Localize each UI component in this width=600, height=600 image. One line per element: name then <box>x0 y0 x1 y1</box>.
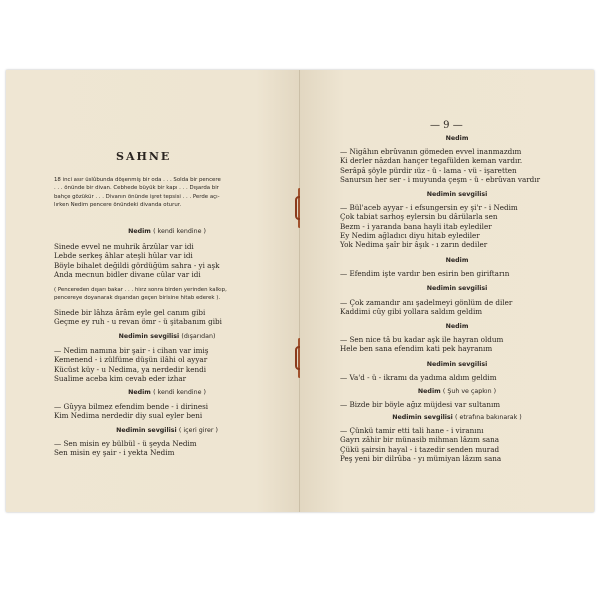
verse-line: — Gûyya bilmez efendim bende - i dirinesi <box>54 402 209 411</box>
speaker-label <box>54 332 280 341</box>
left-page <box>6 70 300 512</box>
speaker-name: Nedimin sevgilisi <box>118 333 180 340</box>
verse-line: Kaddimi cûy gibi yollara saldım geldim <box>340 307 483 317</box>
speaker-label <box>340 256 574 265</box>
verse-line: Sualime aceba kim cevab eder izhar <box>54 373 187 383</box>
verse-block <box>54 402 208 421</box>
speaker-direction: ( Şuh ve çapkın ) <box>442 388 497 395</box>
note-line: pencereye doyanarak dışarıdan geçen birisine hitab ederek ). <box>54 295 221 302</box>
verse-line: Kücüst küy - u Nedima, ya nerdedir kendi <box>54 364 206 374</box>
stage-direction <box>54 286 227 303</box>
verse-block <box>340 426 501 463</box>
verse-line: Çok tabiat sarhoş eylersin bu dârülarla sen <box>340 212 498 222</box>
verse-line: — Sen nice tâ bu kadar aşk ile hayran oldum <box>340 335 504 344</box>
speaker-direction: (dışarıdan) <box>181 333 216 340</box>
verse-line: — Nedim namına bir şair - i cihan var imiş <box>54 346 209 355</box>
verse-line: Geçme ey ruh - u revan ömr - ü şitabanım gibi <box>54 317 222 327</box>
verse-line: Peş yeni bir dilrûba - yı mümiyan lâzım sana <box>340 453 502 463</box>
intro-line: lırken Nedim pencere önündeki divanda oturur. <box>54 202 182 209</box>
speaker-label <box>54 227 280 236</box>
verse-line: Serâpâ şöyle pürdir ıüz - ü - lama - vü - işaretten <box>340 165 517 175</box>
speaker-label <box>340 387 574 396</box>
speaker-name: Nedim <box>445 257 469 264</box>
verse-block <box>340 298 512 317</box>
verse-line: — Efendim işte vardır ben esirin ben giriftarın <box>340 269 510 278</box>
verse-block <box>340 335 503 354</box>
speaker-direction: ( kendi kendine ) <box>153 228 206 235</box>
verse-line: Çükü şairsin hayal - i tazedir senden murad <box>340 444 500 454</box>
verse-line: Hele ben sana efendim kati pek hayranım <box>340 344 493 354</box>
speaker-direction: ( etrafına bakınarak ) <box>455 414 522 421</box>
intro-line: . . . önünde bir divan. Cebhede büyük bir kapı . . . Dışarda bir <box>54 185 219 192</box>
verse-line: Bezm - i yaranda bana hayli itab eylediler <box>340 221 492 231</box>
speaker-name: Nedim <box>445 323 469 330</box>
verse-block <box>340 269 509 278</box>
speaker-label <box>340 134 574 143</box>
verse-line: Sinede bir lâhza ârâm eyle gel canım gibi <box>54 308 206 317</box>
open-booklet <box>6 70 594 512</box>
speaker-name: Nedim <box>128 389 151 396</box>
speaker-label <box>340 190 574 199</box>
verse-block <box>54 439 197 458</box>
note-line: ( Pencereden dışarı bakar . . . hiırz sonra birden yerinden kalkıp, <box>54 287 227 293</box>
verse-line: Yok Nedima şaîr bir âşık - ı zarın dediler <box>340 240 488 250</box>
speaker-label <box>340 360 574 369</box>
verse-line: — Çok zamandır anı şadelmeyi gönlüm de diler <box>340 298 513 307</box>
intro-line: bahçe gözükür . . . Divanın önünde işret tepsisi . . . Perde açı- <box>54 193 220 200</box>
verse-line: Kim Nedima nerdedir diy sual eyler beni <box>54 411 203 421</box>
verse-line: Kemenend - i zülfüme düşün ilâhi ol ayyar <box>54 355 208 365</box>
right-page <box>300 70 594 512</box>
verse-line: Anda mecnun bidler divane cûlar var idi <box>54 269 201 279</box>
speaker-label <box>54 426 280 435</box>
verse-block <box>340 400 500 409</box>
speaker-name: Nedimin sevgilisi <box>426 191 488 198</box>
verse-line: — Sen misin ey bülbül - ü şeyda Nedim <box>54 439 197 448</box>
speaker-name: Nedimin sevgilisi <box>116 427 177 434</box>
verse-line: — Va'd - ü - ikramı da yadıma aldım geldim <box>340 373 497 382</box>
verse-line: Sinede evvel ne muhrik ârzûlar var idi <box>54 242 194 251</box>
verse-line: Böyle bihalet değildi gördüğüm sahra - yi aşk <box>54 260 220 270</box>
verse-line: Ey Nedim ağladıcı diyu hitab eylediler <box>340 230 480 240</box>
verse-line: Lebde serkeş âhlar ateşli hûlar var idi <box>54 251 193 261</box>
verse-line: — Çünkü tamir etti tali hane - i viranını <box>340 426 484 435</box>
speaker-name: Nedim <box>128 228 151 235</box>
verse-block <box>54 242 220 279</box>
speaker-name: Nedimin sevgilisi <box>426 361 488 368</box>
speaker-name: Nedim <box>417 388 441 395</box>
speaker-label <box>340 284 574 293</box>
verse-block <box>340 373 497 382</box>
verse-line: Ki derler nâzdan hançer tegafülden keman vardır. <box>340 156 523 166</box>
speaker-label <box>54 388 280 397</box>
verse-block <box>340 203 518 249</box>
verse-line: Sanursın her ser - i muyunda çeşm - ü - ebrûvan vardır <box>340 174 541 184</box>
page-number: — 9 — <box>430 120 463 131</box>
verse-block <box>340 147 540 184</box>
scene-title: SAHNE <box>116 150 172 163</box>
intro-line: 18 inci asır üslûbunda döşenmiş bir oda . . . Solda bir pencere <box>54 177 221 183</box>
speaker-label <box>340 413 574 422</box>
speaker-name: Nedim <box>445 135 469 142</box>
verse-block <box>54 308 222 327</box>
speaker-name: Nedimin sevgilisi <box>426 285 488 292</box>
verse-line: — Nigâhın ebrûvanın gömeden evvel inanmazdım <box>340 147 522 156</box>
stage-direction <box>54 176 280 210</box>
verse-line: Sen misin ey şair - i yekta Nedim <box>54 448 175 458</box>
speaker-direction: ( içeri girer ) <box>178 427 218 434</box>
speaker-name: Nedimin sevgilisi <box>392 414 453 421</box>
speaker-direction: ( kendi kendine ) <box>153 389 206 396</box>
verse-line: — Bül'aceb ayyar - i efsungersin ey şi'r - i Nedim <box>340 203 518 212</box>
verse-line: Gayrı zâhir bir münasib mihman lâzım sana <box>340 435 500 445</box>
speaker-label <box>340 322 574 331</box>
verse-block <box>54 346 208 383</box>
verse-line: — Bizde bir böyle ağız müjdesi var sultanım <box>340 400 501 409</box>
